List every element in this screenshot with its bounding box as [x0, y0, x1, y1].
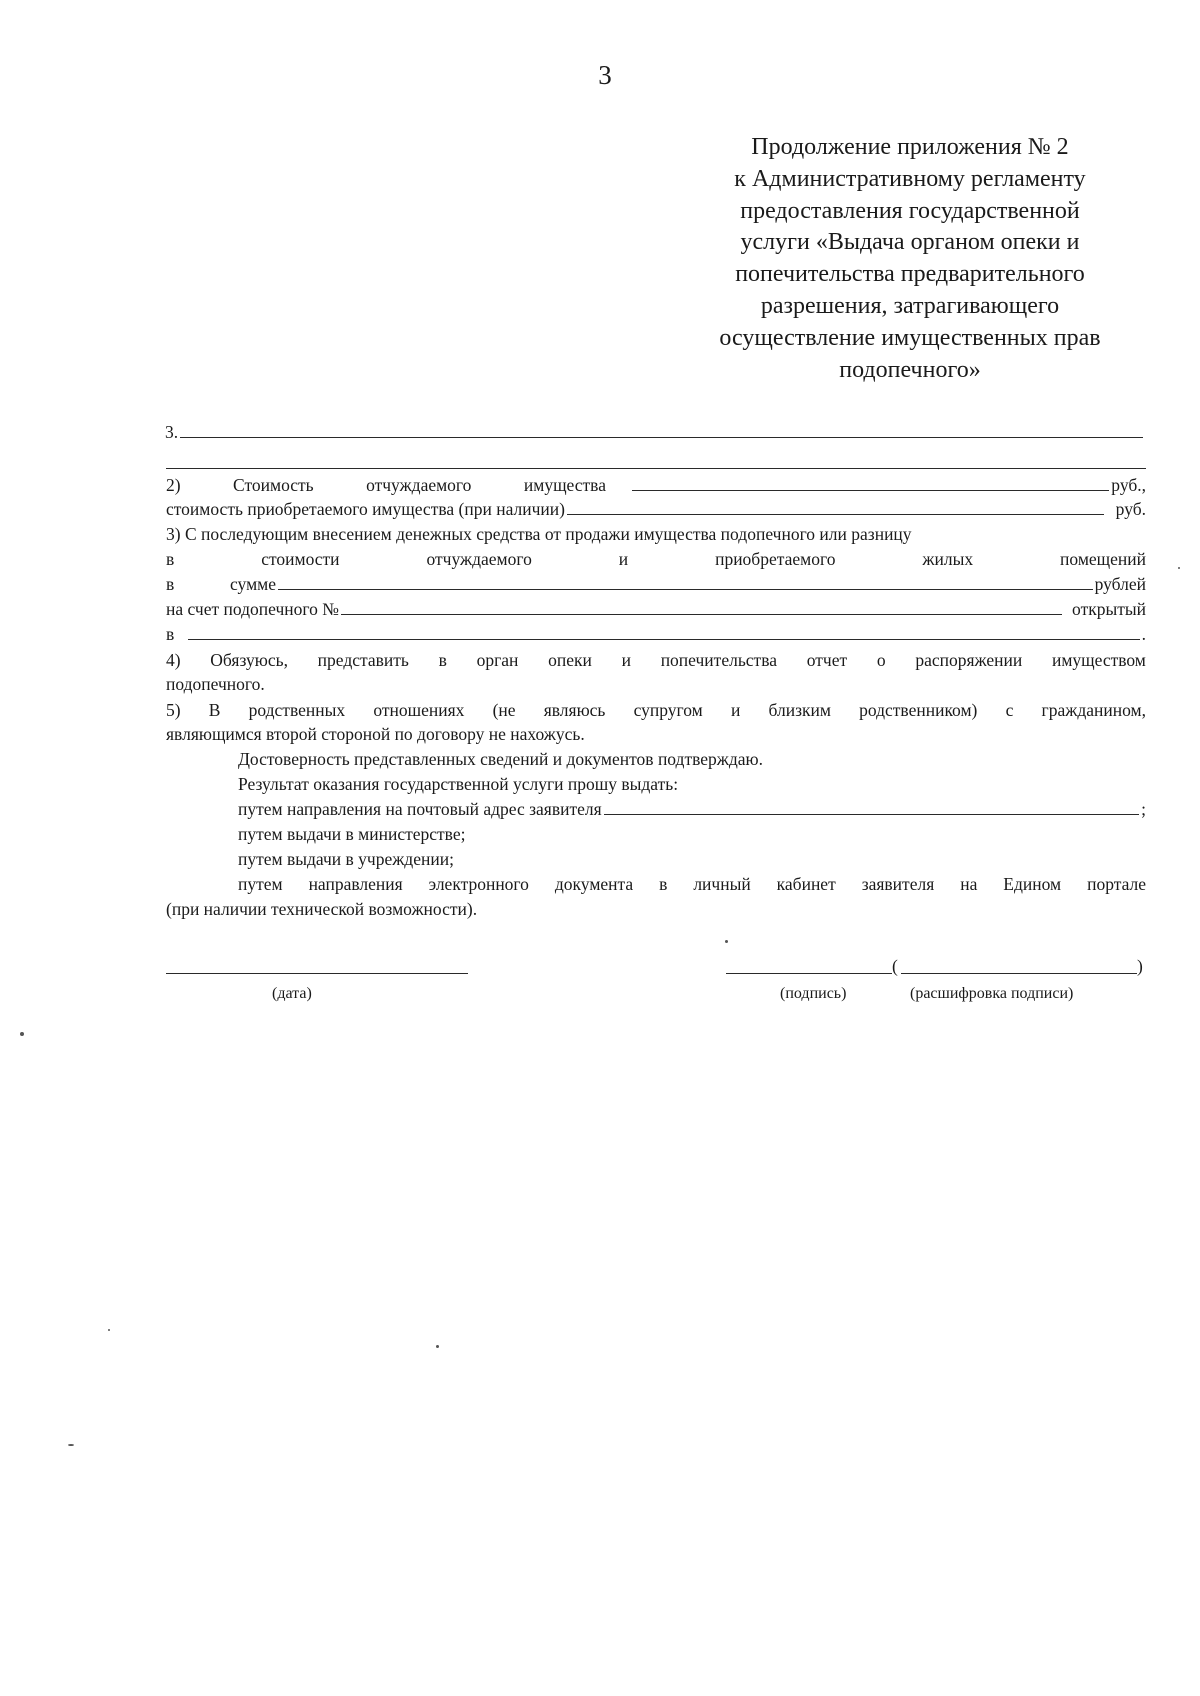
word: на [960, 874, 978, 894]
word: электронного [428, 874, 529, 894]
rubles-label: рублей [1094, 574, 1146, 594]
word: о [876, 650, 886, 670]
paren-open: ( [892, 956, 898, 976]
word: жилых [922, 549, 974, 569]
opened-label: открытый [1072, 599, 1146, 619]
item4-line-2: подопечного. [166, 674, 265, 694]
word: в [166, 549, 175, 569]
period: . [1141, 624, 1146, 644]
word: с [1005, 700, 1014, 720]
word: отчет [806, 650, 848, 670]
word: гражданином, [1041, 700, 1146, 720]
word: отчуждаемого [366, 475, 472, 495]
date-blank[interactable] [166, 973, 468, 974]
word: кабинет [776, 874, 836, 894]
acquired-cost-blank[interactable] [567, 498, 1104, 515]
appendix-line: предоставления государственной [740, 197, 1080, 224]
delivery-portal-option [238, 873, 1146, 896]
word: документа [554, 874, 634, 894]
cost-label [166, 474, 606, 497]
word: Едином [1003, 874, 1062, 894]
item3-prefix: 3. [165, 422, 179, 442]
cost-row [166, 474, 1146, 497]
word: супругом [633, 700, 703, 720]
scan-speck [725, 940, 728, 943]
word: имущества [523, 475, 606, 495]
word: 2) [166, 475, 181, 495]
page-number: 3 [598, 60, 612, 90]
result-text: Результат оказания государственной услуги прошу выдать: [238, 774, 679, 794]
word: 4) [166, 650, 181, 670]
semicolon: ; [1141, 799, 1146, 819]
word: и [730, 700, 741, 720]
bank-row [166, 623, 1146, 646]
delivery-post-label: путем направления на почтовый адрес заявителя [238, 799, 602, 819]
acquired-cost-label: стоимость приобретаемого имущества (при наличии) [166, 499, 565, 519]
item4-line [166, 649, 1146, 672]
word: близким [768, 700, 831, 720]
item3-text: 3) С последующим внесением денежных средства от продажи имущества подопечного или разницу [166, 524, 912, 544]
word: заявителя [861, 874, 935, 894]
word: опеки [548, 650, 592, 670]
postal-address-blank[interactable] [604, 798, 1139, 815]
item5-line [166, 699, 1146, 722]
signature-decryption-blank[interactable] [901, 973, 1137, 974]
appendix-heading [660, 132, 1160, 386]
word: попечительства [660, 650, 778, 670]
item5-line-2: являющимся второй стороной по договору не нахожусь. [166, 724, 585, 744]
signature-caption: (подпись) [780, 985, 847, 1002]
decryption-caption: (расшифровка подписи) [910, 985, 1074, 1002]
word: (не [492, 700, 516, 720]
bank-blank[interactable] [188, 623, 1139, 640]
blank-line[interactable] [166, 468, 1146, 469]
word: в [166, 574, 175, 594]
delivery-post-row [238, 798, 1146, 821]
word: орган [476, 650, 519, 670]
scan-speck [68, 1444, 74, 1446]
date-caption: (дата) [272, 985, 312, 1002]
sum-row [166, 573, 1146, 596]
appendix-line: разрешения, затрагивающего [760, 292, 1060, 319]
scan-speck [108, 1329, 110, 1331]
scan-speck [20, 1032, 24, 1036]
confirmation-text: Достоверность представленных сведений и документов подтверждаю. [238, 749, 763, 769]
scan-speck [1178, 567, 1180, 569]
acquired-cost-row [166, 498, 1146, 521]
sum-label [166, 573, 276, 596]
word: 5) [166, 700, 181, 720]
word: родственных [248, 700, 346, 720]
delivery-institution-option: путем выдачи в учреждении; [238, 849, 454, 869]
item3-row [165, 421, 1145, 444]
appendix-line: к Административному регламенту [734, 165, 1086, 192]
cost-blank[interactable] [632, 474, 1109, 491]
word: стоимости [261, 549, 340, 569]
word: отчуждаемого [426, 549, 532, 569]
word: личный [693, 874, 751, 894]
word: портале [1087, 874, 1146, 894]
word: отношениях [373, 700, 465, 720]
in-label: в [166, 624, 175, 644]
word: путем [238, 874, 283, 894]
appendix-line: подопечного» [839, 356, 981, 383]
word: помещений [1060, 549, 1146, 569]
word: распоряжении [915, 650, 1023, 670]
appendix-line: услуги «Выдача органом опеки и [740, 229, 1080, 256]
account-number-blank[interactable] [341, 598, 1062, 615]
rub-label: руб., [1111, 475, 1146, 495]
word: Обязуюсь, [210, 650, 288, 670]
sum-blank[interactable] [278, 573, 1093, 590]
signature-blank[interactable] [726, 973, 892, 974]
account-label: на счет подопечного № [166, 599, 339, 619]
paren-close: ) [1137, 956, 1143, 976]
word: В [208, 700, 221, 720]
difference-line [166, 548, 1146, 571]
account-row [166, 598, 1146, 621]
word: в [659, 874, 668, 894]
word: представить [317, 650, 409, 670]
word: направления [308, 874, 403, 894]
word: родственником) [859, 700, 978, 720]
appendix-line: Продолжение приложения № 2 [751, 134, 1069, 160]
word: в [438, 650, 447, 670]
appendix-line: осуществление имущественных прав [719, 324, 1101, 351]
word: приобретаемого [715, 549, 836, 569]
rub-label: руб. [1115, 499, 1146, 519]
delivery-ministry-option: путем выдачи в министерстве; [238, 824, 466, 844]
item3-blank[interactable] [180, 421, 1143, 438]
word: являюсь [543, 700, 606, 720]
word: и [618, 549, 629, 569]
scan-speck [436, 1345, 439, 1348]
word: и [621, 650, 631, 670]
word: Стоимость [233, 475, 314, 495]
appendix-line: попечительства предварительного [735, 261, 1085, 288]
word: сумме [230, 574, 276, 594]
portal-line-2: (при наличии технической возможности). [166, 899, 478, 919]
word: имуществом [1051, 650, 1146, 670]
